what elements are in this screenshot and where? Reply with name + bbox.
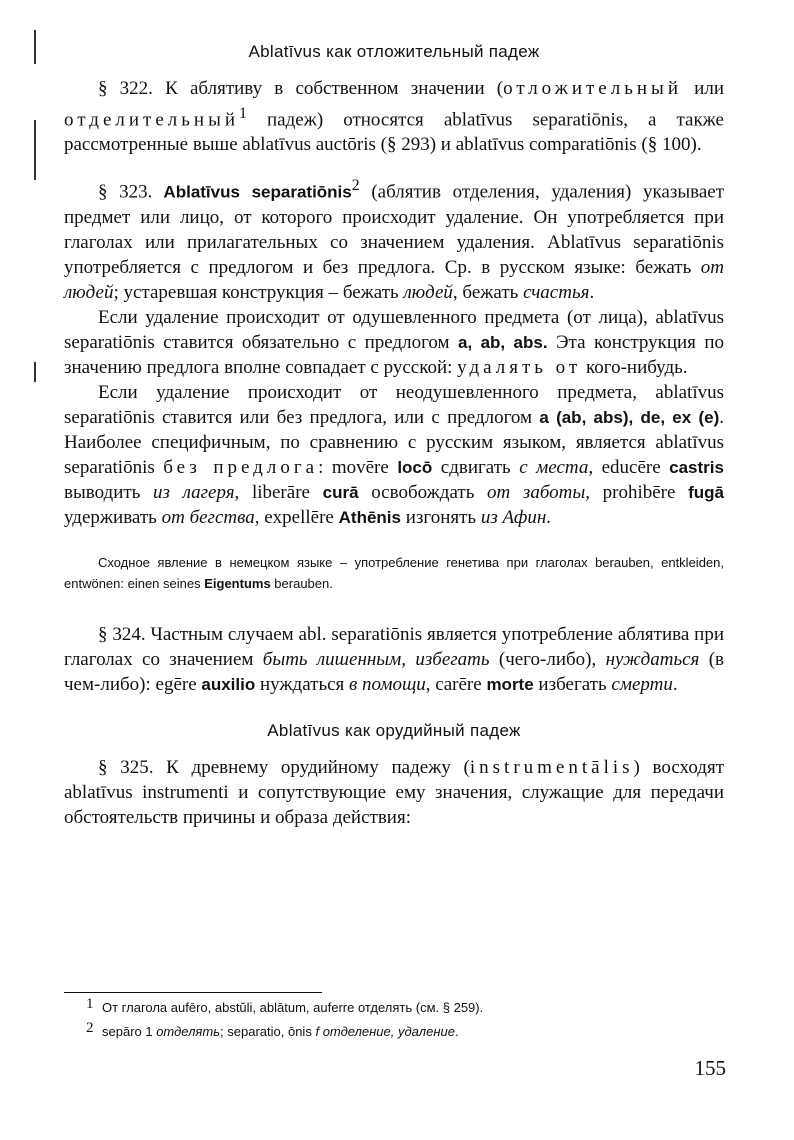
- margin-mark: [34, 362, 36, 382]
- footnotes: [86, 996, 722, 1044]
- paragraph-324: § 324. Частным случаем abl. separatiōnis является употребление аблятива при глаголах со значением быть лишенным, избегать (чего-либо), нуждаться (в чем-либо): egēre auxilio нуждаться в помощи, carēre morte избегать смерти.: [64, 623, 724, 695]
- section-number: § 323.: [98, 181, 153, 203]
- margin-mark: [34, 120, 36, 180]
- section-number: § 322.: [98, 78, 153, 99]
- paragraph-322: § 322. К аблятиву в собственном значении (отложительный или отделительный$^1$ падеж) относятся ablatīvus separatiōnis, а также рассмотренные выше ablatīvus auctōris (§ 293) и ablatīvus comparatiōnis (§ 100).: [64, 78, 725, 156]
- footnote: 1 От глагола aufēro, abstŭli, ablātum, auferre отделять (см. § 259).: [86, 996, 484, 1015]
- small-print-note: Сходное явление в немецком языке – употребление генетива при глаголах berauben, entkleiden, entwönen: einen seines Eigentums berauben.: [64, 554, 724, 591]
- footnote-ref[interactable]: 2: [351, 177, 360, 195]
- margin-mark: [34, 30, 36, 64]
- paragraph-323: § 323. Ablatīvus separatiōnis$^2$ (аблятив отделения, удаления) указывает предмет или лицо, от которого происходит удаление. Он употребляется при глаголах или прилагательных со значением удаления. Ablatīvus separatiōnis употребляется с предлогом и без предлога. Ср. в русском языке: бежать от людей; устаревшая конструкция – бежать людей, бежать счастья. Если удаление происходит от одушевленного предмета (от лица), ablatīvus separatiōnis ставится обязательно с предлогом a, ab, abs. Эта конструкция по значению предлога вполне совпадает с русской: удалять от кого-нибудь. Если удаление происходит от неодушевленного предмета, ablatīvus separatiōnis ставится или без предлога, или с предлогом a (ab, abs), de, ex (e). Наиболее специфичным, по сравнению с русским языком, является ablatīvus separatiōnis без предлога: movēre locō сдвигать с места, educēre castris выводить из лагеря, liberāre curā освобождать от заботы, prohibēre fugā удерживать от бегства, expellēre Athēnis изгонять из Афин.: [64, 177, 725, 528]
- paragraph-325: § 325. К древнему орудийному падежу (instrumentālis) восходят ablatīvus instrumenti и сопутствующие ему значения, служащие для передачи обстоятельств причины и образа действия:: [64, 756, 724, 828]
- page-number: 155: [694, 1056, 726, 1080]
- section-heading: Ablatīvus как орудийный падеж: [267, 720, 521, 740]
- page-body: [64, 36, 724, 846]
- footnote-divider: [64, 992, 322, 993]
- section-heading: Ablatīvus как отложительный падеж: [248, 42, 540, 61]
- footnote: 2 sepāro 1 отделять; separatio, ōnis f отделение, удаление.: [86, 1020, 459, 1039]
- footnote-ref[interactable]: 1: [239, 105, 247, 122]
- section-number: § 325.: [98, 756, 154, 778]
- section-number: § 324.: [98, 623, 146, 645]
